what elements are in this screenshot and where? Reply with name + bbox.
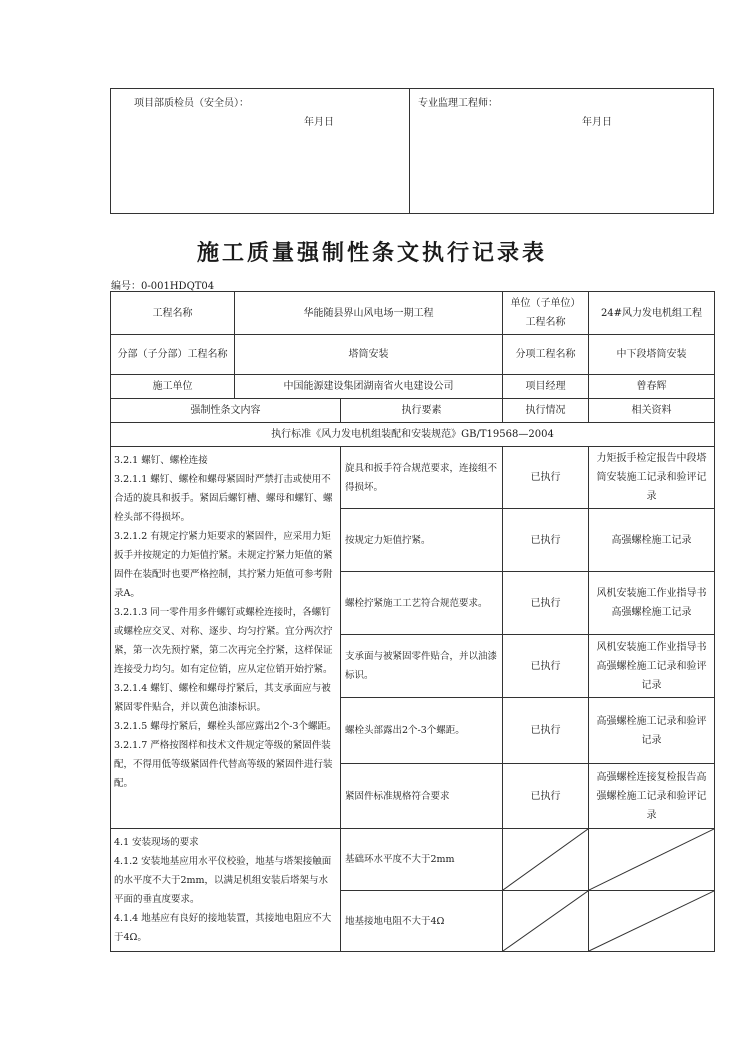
diagonal-slash (503, 891, 588, 951)
clause-text: 3.2.1.2 有规定拧紧力矩要求的紧固件，应采用力矩扳手并按规定的力矩值拧紧。未规定拧紧力矩值的紧固件在装配时也要严格控制，其拧紧力矩值可参考附录A。 (114, 531, 333, 599)
page-title: 施工质量强制性条文执行记录表 (196, 240, 547, 266)
docs-cell: 力矩扳手检定报告中段塔筒安装施工记录和验评记录 (589, 447, 715, 509)
clause-text: 3.2.1 螺钉、螺栓连接 (114, 455, 208, 466)
requirement-cell: 基础环水平度不大于2mm (341, 829, 503, 891)
header-row-project (111, 292, 715, 335)
col-requirement: 执行要素 (341, 399, 503, 423)
col-status: 执行情况 (503, 399, 589, 423)
document-code: 编号：0-001HDQT04 (111, 281, 215, 292)
requirement-cell: 地基接地电阻不大于4Ω (341, 891, 503, 952)
clause-text: 4.1 安装现场的要求 (114, 837, 199, 848)
standard-text: 执行标准《风力发电机组装配和安装规范》GB/T19568—2004 (111, 423, 715, 447)
diagonal-slash (503, 829, 588, 890)
unit-value: 24#风力发电机组工程 (589, 292, 715, 335)
standard-row (111, 423, 715, 447)
table-row (111, 447, 715, 509)
diagonal-slash (589, 829, 714, 890)
clause-cell-4-1 (111, 829, 341, 952)
sub-project-value: 塔筒安装 (235, 335, 503, 375)
item-value: 中下段塔筒安装 (589, 335, 715, 375)
record-table (110, 291, 715, 952)
status-cell-empty (503, 829, 589, 891)
status-cell: 已执行 (503, 447, 589, 509)
status-cell: 已执行 (503, 635, 589, 698)
status-cell: 已执行 (503, 698, 589, 764)
header-row-sub (111, 335, 715, 375)
status-cell: 已执行 (503, 572, 589, 635)
requirement-cell: 旋具和扳手符合规范要求，连接组不得损坏。 (341, 447, 503, 509)
docs-cell: 风机安装施工作业指导书高强螺栓施工记录和验评记录 (589, 635, 715, 698)
qc-inspector-label: 项目部质检员（安全员）： (134, 98, 249, 109)
manager-label: 项目经理 (503, 375, 589, 399)
project-name-value: 华能随县界山风电场一期工程 (235, 292, 503, 335)
contractor-label: 施工单位 (111, 375, 235, 399)
clause-cell-3-2-1 (111, 447, 341, 829)
unit-label: 单位（子单位）工程名称 (503, 292, 589, 335)
project-name-label: 工程名称 (111, 292, 235, 335)
sub-project-label: 分部（子分部）工程名称 (111, 335, 235, 375)
clause-text: 3.2.1.4 螺钉、螺栓和螺母拧紧后，其支承面应与被紧固零件贴合，并以黄色油漆标识。 (114, 683, 331, 713)
docs-cell: 高强螺栓施工记录 (589, 509, 715, 572)
requirement-cell: 紧固件标准规格符合要求 (341, 764, 503, 829)
clause-text: 3.2.1.7 严格按图样和技术文件规定等级的紧固件装配，不得用低等级紧固件代替高等级的紧固件进行装配。 (114, 740, 333, 789)
docs-cell: 高强螺栓施工记录和验评记录 (589, 698, 715, 764)
clause-text: 3.2.1.1 螺钉、螺栓和螺母紧固时严禁打击或使用不合适的旋具和扳手。紧固后螺钉槽、螺母和螺钉、螺栓头部不得损坏。 (114, 474, 333, 523)
docs-cell: 高强螺栓连接复检报告高强螺栓施工记录和验评记录 (589, 764, 715, 829)
status-cell: 已执行 (503, 764, 589, 829)
clause-text: 4.1.4 地基应有良好的接地装置，其接地电阻应不大于4Ω。 (114, 913, 332, 943)
status-cell: 已执行 (503, 509, 589, 572)
col-content: 强制性条文内容 (111, 399, 341, 423)
docs-cell-empty (589, 891, 715, 952)
header-row-contractor (111, 375, 715, 399)
col-docs: 相关资料 (589, 399, 715, 423)
item-label: 分项工程名称 (503, 335, 589, 375)
table-row (111, 829, 715, 891)
contractor-value: 中国能源建设集团湖南省火电建设公司 (235, 375, 503, 399)
diagonal-slash (589, 891, 714, 951)
requirement-cell: 支承面与被紧固零件贴合，并以油漆标识。 (341, 635, 503, 698)
qc-inspector-date: 年月日 (304, 117, 334, 128)
docs-cell-empty (589, 829, 715, 891)
clause-text: 4.1.2 安装地基应用水平仪校验，地基与塔架接触面的水平度不大于2mm，以满足机组安装后塔架与水平面的垂直度要求。 (114, 856, 332, 905)
docs-cell: 风机安装施工作业指导书高强螺栓施工记录 (589, 572, 715, 635)
requirement-cell: 按规定力矩值拧紧。 (341, 509, 503, 572)
supervisor-label: 专业监理工程师： (418, 98, 498, 109)
requirement-cell: 螺栓头部露出2个-3个螺距。 (341, 698, 503, 764)
clause-text: 3.2.1.5 螺母拧紧后，螺栓头部应露出2个-3个螺距。 (114, 721, 337, 732)
signature-divider (409, 88, 410, 214)
manager-value: 曾春辉 (589, 375, 715, 399)
column-header-row (111, 399, 715, 423)
status-cell-empty (503, 891, 589, 952)
supervisor-date: 年月日 (582, 117, 612, 128)
clause-text: 3.2.1.3 同一零件用多件螺钉或螺栓连接时，各螺钉或螺栓应交叉、对称、逐步、均匀拧紧。宜分两次拧紧，第一次先预拧紧，第二次再完全拧紧，这样保证连接受力均匀。如有定位销，应从定位销开始拧紧。 (114, 607, 333, 675)
requirement-cell: 螺栓拧紧施工工艺符合规范要求。 (341, 572, 503, 635)
